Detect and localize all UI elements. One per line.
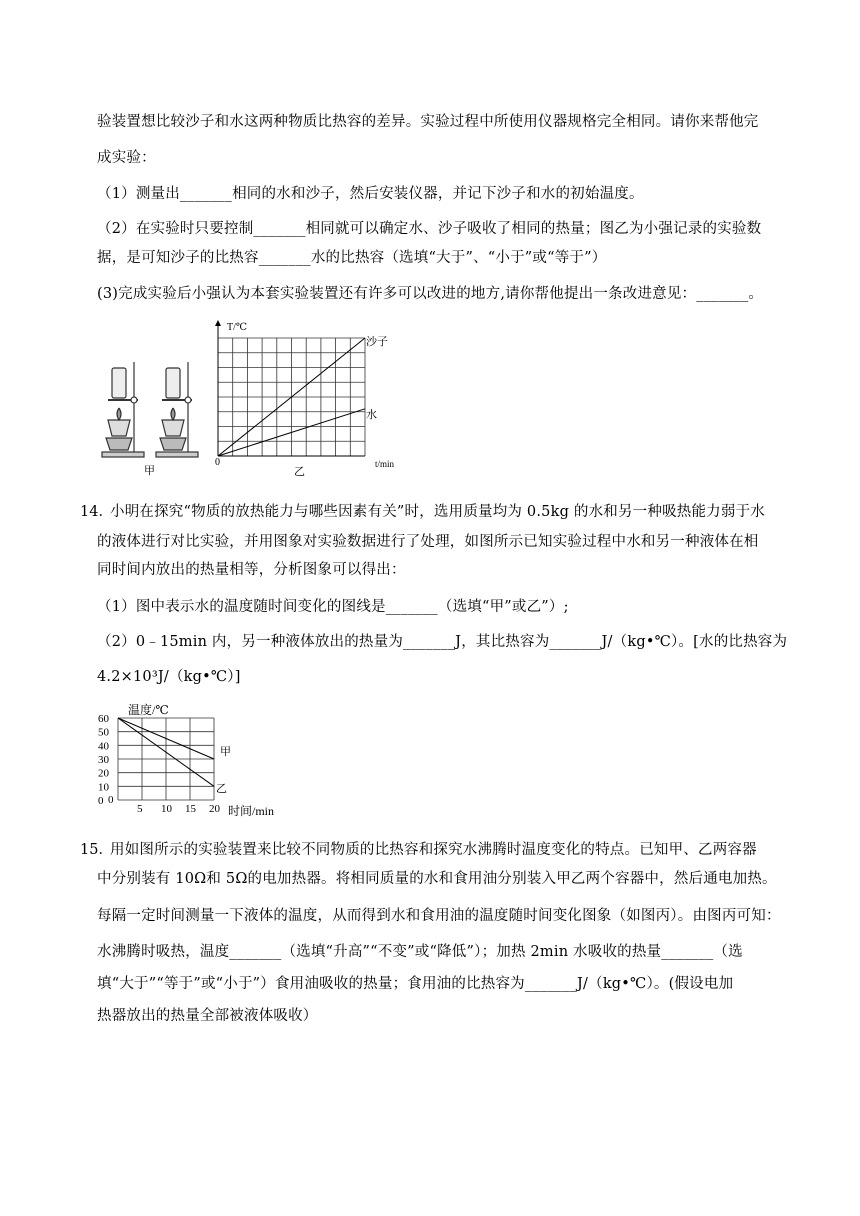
- chart-yi: [205, 318, 405, 470]
- chart2-xtick-label: 20: [209, 803, 220, 815]
- q15-line-5: 填“大于”“等于”或“小于”）食用油吸收的热量；食用油的比热容为_______J/（kg•℃）。(假设电加: [97, 976, 734, 992]
- q14-line-2: 的液体进行对比实验，并用图象对实验数据进行了处理，如图所示已知实验过程中水和另一种液体在相: [97, 534, 759, 550]
- q15-line-1: 用如图所示的实验装置来比较不同物质的比热容和探究水沸腾时温度变化的特点。已知甲、乙两容器: [110, 842, 757, 858]
- chart1-origin: 0: [215, 457, 220, 468]
- q15-line-6: 热器放出的热量全部被液体吸收）: [97, 1008, 318, 1024]
- series-jia-label: 甲: [220, 746, 231, 758]
- q14-number: 14．: [80, 504, 113, 520]
- chart2-ytick-label: 30: [98, 754, 109, 766]
- q15-line-3: 每隔一定时间测量一下液体的温度，从而得到水和食用油的温度随时间变化图象（如图丙）。由图丙可知：: [97, 908, 781, 924]
- q14-item-2-cont: 4.2×10³J/（kg•℃）]: [97, 669, 241, 685]
- q13-item-3: (3)完成实验后小强认为本套实验装置还有许多可以改进的地方,请你帮他提出一条改进意见：_______。: [97, 286, 764, 302]
- figure-yi-label: 乙: [294, 465, 306, 478]
- chart2-xtick-label: 10: [161, 803, 172, 815]
- q14-line-3: 同时间内放出的热量相等，分析图象可以得出：: [97, 562, 406, 578]
- chart-temperature-time: [96, 700, 296, 820]
- chart2-ytick-label: 20: [98, 767, 109, 780]
- figure-jia-label: 甲: [144, 464, 156, 477]
- q15-number: 15．: [80, 842, 113, 858]
- chart2-ytick-label: 0: [98, 795, 104, 807]
- chart2-ytick-label: 10: [98, 781, 109, 794]
- chart1-ylabel: T/℃: [227, 322, 248, 333]
- chart2-xtick-label: 15: [185, 803, 196, 815]
- q14-line-1: 小明在探究“物质的放热能力与哪些因素有关”时，选用质量均为 0.5kg 的水和另一种吸热能力弱于水: [110, 504, 765, 520]
- apparatus-figure: [98, 360, 210, 470]
- chart1-xlabel: t/min: [375, 459, 395, 469]
- q14-item-1: （1）图中表示水的温度随时间变化的图线是_______（选填“甲”或乙”）;: [97, 599, 569, 615]
- series-water-label: 水: [366, 409, 377, 421]
- q13-item-1: （1）测量出_______相同的水和沙子，然后安装仪器，并记下沙子和水的初始温度。: [97, 186, 644, 202]
- chart2-ytick-label: 50: [98, 726, 109, 739]
- q13-item-2: （2）在实验时只要控制_______相同就可以确定水、沙子吸收了相同的热量；图乙为小强记录的实验数: [97, 221, 762, 237]
- q15-line-4: 水沸腾时吸热，温度_______（选填“升高”“不变”或“降低”）；加热 2min 水吸收的热量_______（选: [97, 944, 743, 960]
- series-yi-label: 乙: [216, 783, 227, 795]
- chart2-ytick-label: 40: [98, 740, 109, 753]
- q13-item-2-cont: 据，是可知沙子的比热容_______水的比热容（选填“大于”、“小于”或“等于”）: [97, 250, 607, 266]
- q13-line-1: 验装置想比较沙子和水这两种物质比热容的差异。实验过程中所使用仪器规格完全相同。请你来帮他完: [97, 114, 759, 130]
- q15-line-2: 中分别装有 10Ω和 5Ω的电加热器。将相同质量的水和食用油分别装入甲乙两个容器中，然后通电加热。: [97, 871, 777, 887]
- chart2-xtick-label: 0: [108, 794, 114, 806]
- chart2-ylabel: 温度/℃: [128, 703, 169, 717]
- chart2-ytick-label: 60: [98, 713, 109, 725]
- chart2-xtick-label: 5: [137, 803, 143, 815]
- series-sand-label: 沙子: [366, 336, 388, 348]
- q13-line-2: 成实验：: [97, 150, 156, 166]
- chart1-y-arrow: [215, 320, 221, 326]
- chart2-xlabel: 时间/min: [228, 804, 275, 818]
- q14-item-2: （2）0﹣15min 内，另一种液体放出的热量为_______J，其比热容为_______J/（kg•℃）。[水的比热容为: [97, 634, 788, 650]
